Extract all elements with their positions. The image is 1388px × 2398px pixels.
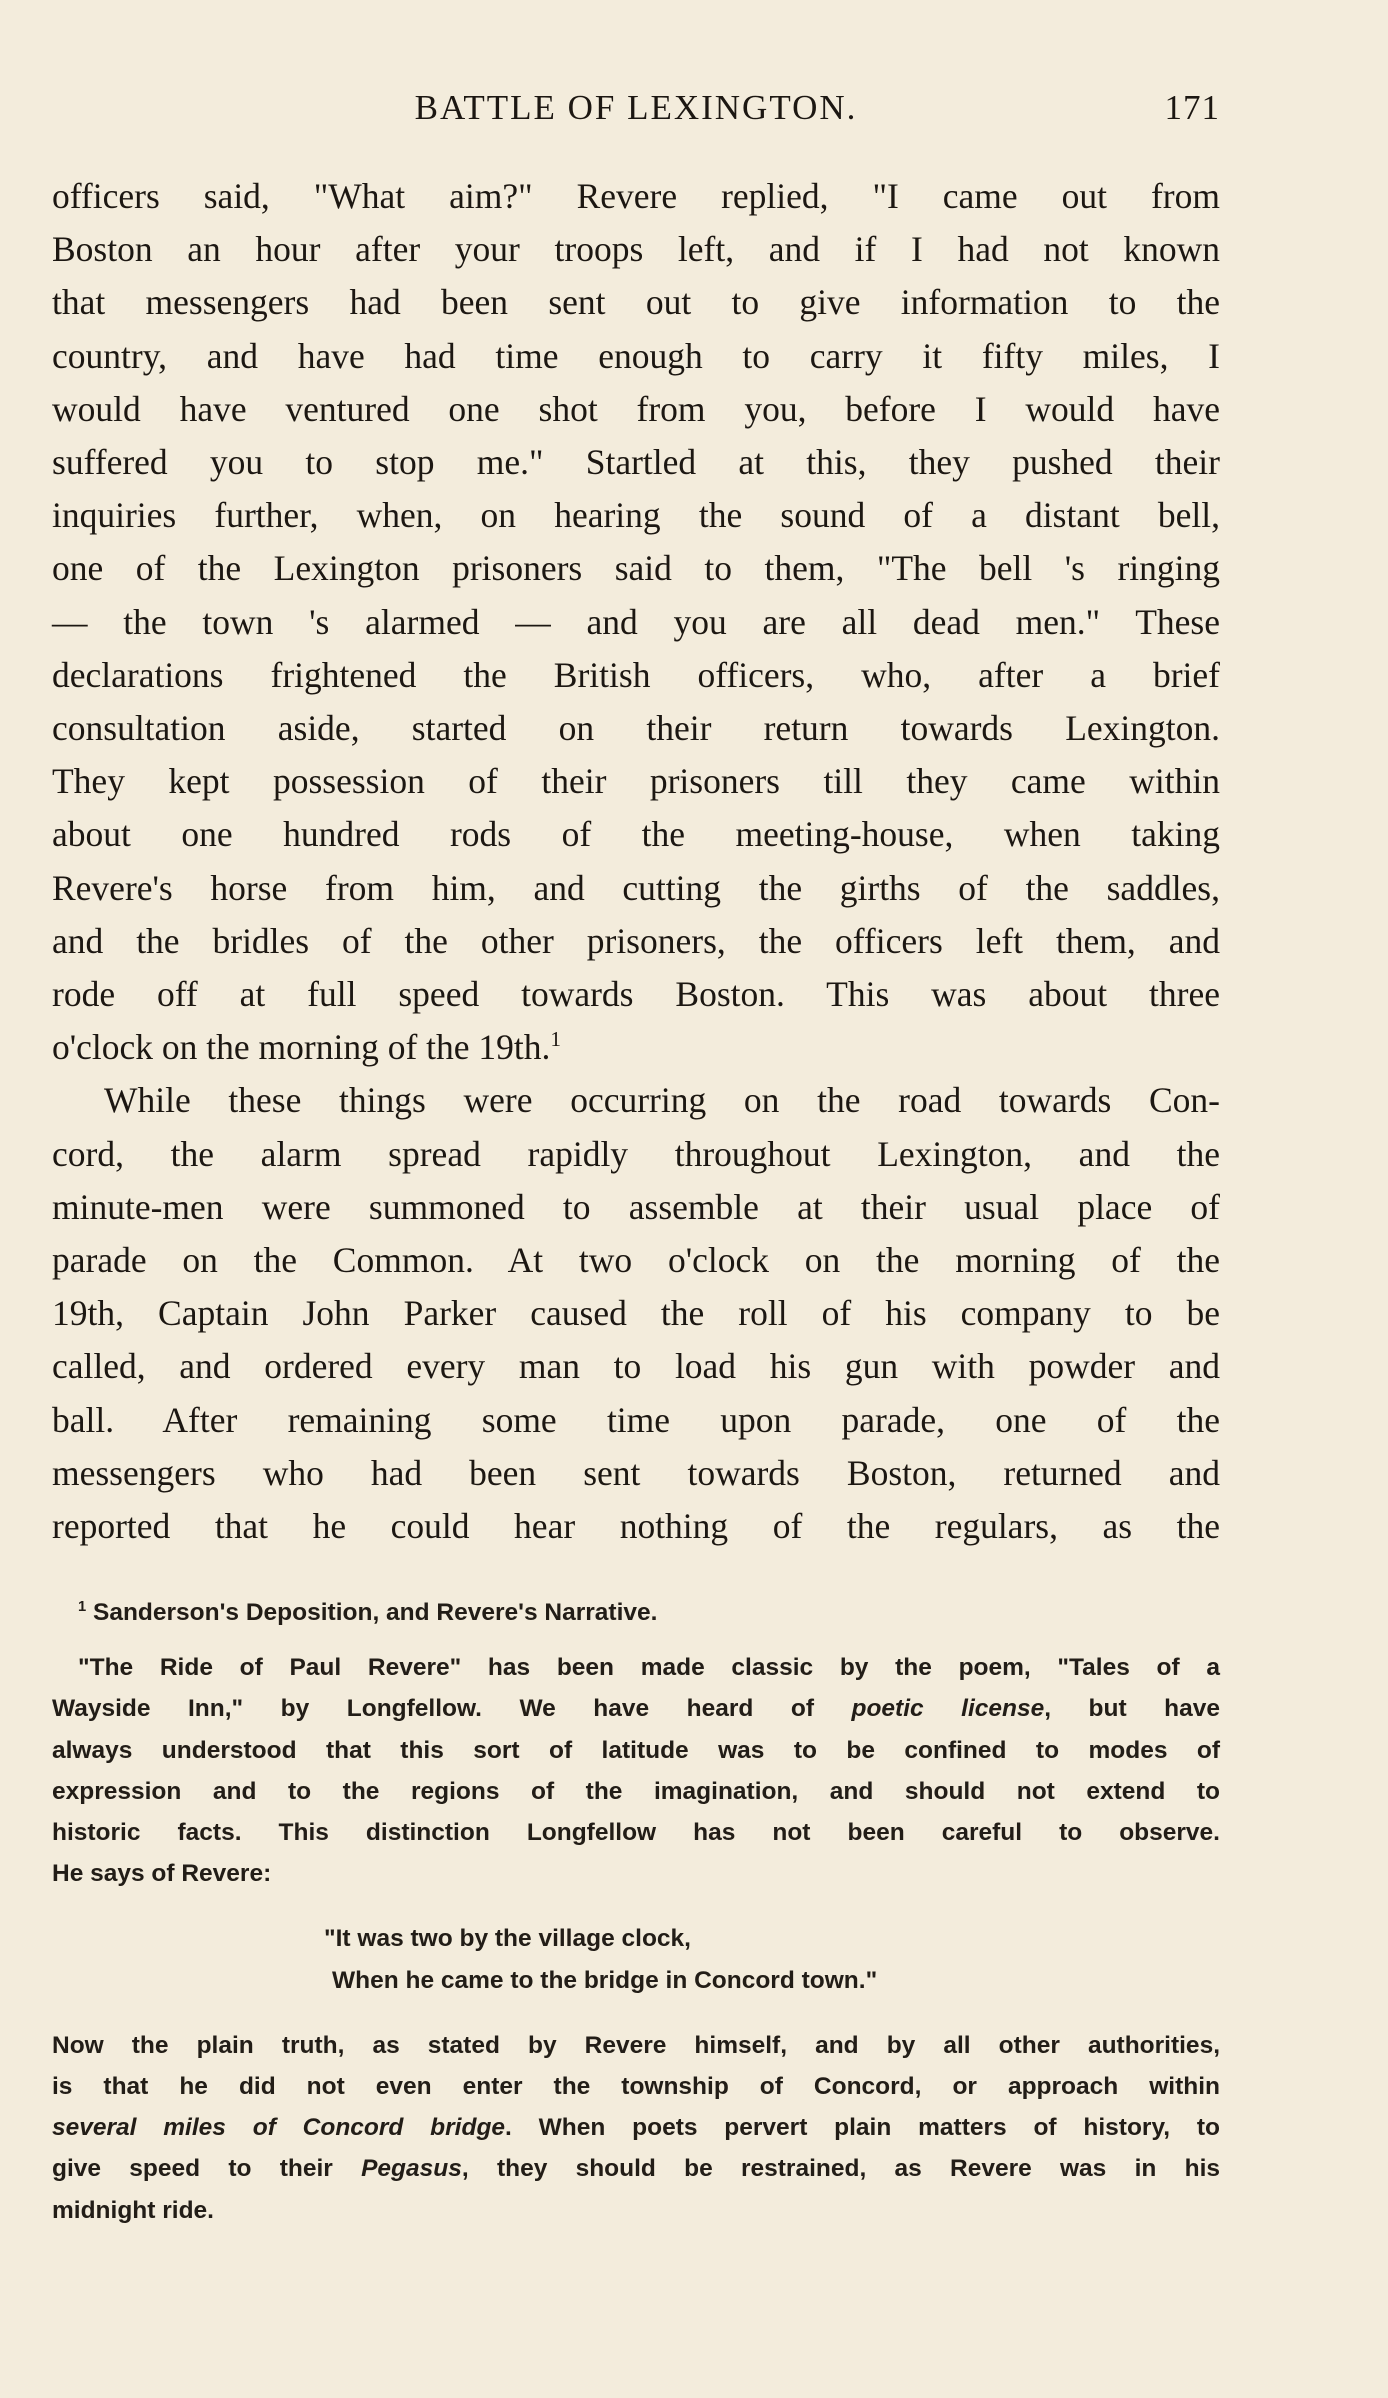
footnote-continuation	[52, 2025, 1220, 2231]
text-line: one of the Lexington prisoners said to them, "The bell 's ringing	[52, 548, 1220, 589]
text-line: suffered you to stop me." Startled at this, they pushed their	[52, 442, 1220, 483]
footnote-line: give speed to their Pegasus, they should be restrained, as Revere was in his	[52, 2155, 1220, 2183]
verse-quote	[52, 1918, 1220, 2000]
verse-line: When he came to the bridge in Concord town."	[332, 1966, 878, 1994]
footnote-line: midnight ride.	[52, 2196, 214, 2224]
text-line: minute-men were summoned to assemble at their usual place of	[52, 1186, 1220, 1227]
text-line: cord, the alarm spread rapidly throughout Lexington, and the	[52, 1133, 1220, 1174]
text-line: that messengers had been sent out to give information to the	[52, 282, 1220, 323]
text-line: would have ventured one shot from you, before I would have	[52, 388, 1220, 429]
footnote-1	[52, 1592, 1220, 1633]
text-line: ball. After remaining some time upon parade, one of the	[52, 1399, 1220, 1440]
text-line: parade on the Common. At two o'clock on the morning of the	[52, 1240, 1220, 1281]
running-title: BATTLE OF LEXINGTON.	[414, 88, 858, 127]
text-line: Boston an hour after your troops left, and if I had not known	[52, 229, 1220, 270]
verse-line: "It was two by the village clock,	[324, 1925, 691, 1953]
footnote-line: Now the plain truth, as stated by Revere himself, and by all other authorities,	[52, 2031, 1220, 2059]
text-line: messengers who had been sent towards Boston, returned and	[52, 1452, 1220, 1493]
text-line: about one hundred rods of the meeting-house, when taking	[52, 814, 1220, 855]
text-line-content: o'clock on the morning of the 19th.	[52, 1027, 551, 1068]
footnotes	[52, 1592, 1220, 2231]
text-line: inquiries further, when, on hearing the sound of a distant bell,	[52, 495, 1220, 536]
text-line: 19th, Captain John Parker caused the roll of his company to be	[52, 1293, 1220, 1334]
footnote-line: He says of Revere:	[52, 1860, 272, 1888]
text-line: called, and ordered every man to load his gun with powder and	[52, 1346, 1220, 1387]
footnote-1-text: Sanderson's Deposition, and Revere's Narrative.	[92, 1599, 658, 1626]
footnote-line: always understood that this sort of latitude was to be confined to modes of	[52, 1736, 1220, 1764]
text-line: While these things were occurring on the road towards Con-	[104, 1080, 1220, 1121]
footnote-line: is that he did not even enter the township of Concord, or approach within	[52, 2073, 1220, 2101]
running-header	[52, 88, 1220, 138]
footnote-line: "The Ride of Paul Revere" has been made classic by the poem, "Tales of a	[78, 1654, 1220, 1682]
paragraph-1	[52, 170, 1220, 1074]
text-line: declarations frightened the British officers, who, after a brief	[52, 654, 1220, 695]
footnote-line: historic facts. This distinction Longfellow has not been careful to observe.	[52, 1819, 1220, 1847]
text-line: They kept possession of their prisoners till they came within	[52, 761, 1220, 802]
footnote-marker: 1	[78, 1598, 87, 1615]
text-line: officers said, "What aim?" Revere replied, "I came out from	[52, 176, 1220, 216]
text-line: rode off at full speed towards Boston. This was about three	[52, 974, 1220, 1015]
page-number: 171	[1164, 88, 1220, 127]
footnote-reference[interactable]: 1	[550, 1027, 562, 1052]
footnote-line: several miles of Concord bridge. When poets pervert plain matters of history, to	[52, 2114, 1220, 2142]
text-line: Revere's horse from him, and cutting the girths of the saddles,	[52, 867, 1220, 908]
text-line: consultation aside, started on their return towards Lexington.	[52, 708, 1220, 749]
paragraph-2	[52, 1074, 1220, 1553]
text-line: and the bridles of the other prisoners, the officers left them, and	[52, 920, 1220, 961]
main-text	[52, 170, 1220, 1553]
footnote-line: expression and to the regions of the imagination, and should not extend to	[52, 1777, 1220, 1805]
text-line: country, and have had time enough to carry it fifty miles, I	[52, 335, 1220, 376]
footnote-line: Wayside Inn," by Longfellow. We have heard of poetic license, but have	[52, 1695, 1220, 1723]
text-line: — the town 's alarmed — and you are all dead men." These	[52, 601, 1220, 642]
text-line: reported that he could hear nothing of the regulars, as the	[52, 1506, 1220, 1547]
footnote-2	[52, 1647, 1220, 2231]
text-line-last	[52, 1021, 1220, 1074]
